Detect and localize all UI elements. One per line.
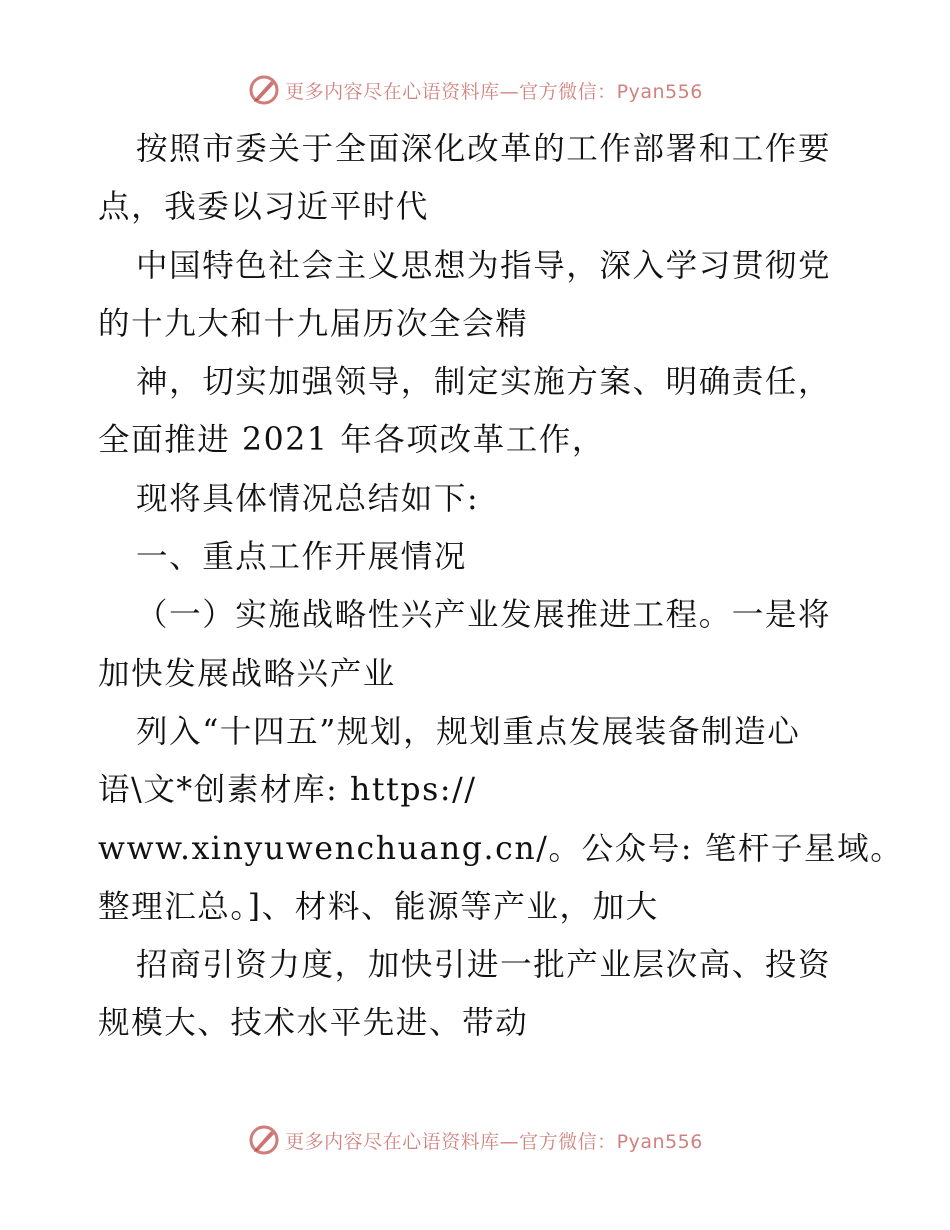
text-line: 语\文*创素材库: https://: [98, 772, 477, 809]
text-line: 现将具体情况总结如下:: [136, 480, 480, 517]
text-line: www.xinyuwenchuang.cn/。公众号: 笔杆子星域。: [98, 830, 904, 867]
text-line: （一）实施战略性兴产业发展推进工程。一是将: [136, 597, 832, 634]
text-line: 神，切实加强领导，制定实施方案、明确责任，: [136, 364, 832, 401]
text-line: 中国特色社会主义思想为指导，深入学习贯彻党: [136, 247, 832, 284]
text-line: 加快发展战略兴产业: [98, 655, 396, 692]
header-watermark: [0, 70, 950, 110]
quill-logo-icon: [247, 1123, 281, 1157]
text-line: 整理汇总。]、材料、能源等产业，加大: [98, 888, 659, 925]
text-line: 的十九大和十九届历次全会精: [98, 305, 529, 342]
watermark-text: 更多内容尽在心语资料库—官方微信：Pyan556: [285, 80, 703, 103]
text-line: 一、重点工作开展情况: [136, 539, 468, 576]
footer-watermark: [0, 1120, 950, 1160]
text-line: 列入“十四五”规划，规划重点发展装备制造心: [136, 713, 801, 750]
document-body: [98, 120, 904, 1053]
text-line: 按照市委关于全面深化改革的工作部署和工作要: [136, 131, 832, 167]
text-line: 点，我委以习近平时代: [98, 189, 430, 226]
text-line: 全面推进 2021 年各项改革工作，: [98, 422, 605, 459]
text-line: 招商引资力度，加快引进一批产业层次高、投资: [136, 947, 832, 984]
watermark-text: 更多内容尽在心语资料库—官方微信：Pyan556: [285, 1130, 703, 1153]
text-line: 规模大、技术水平先进、带动: [98, 1005, 529, 1042]
quill-logo-icon: [247, 73, 281, 107]
